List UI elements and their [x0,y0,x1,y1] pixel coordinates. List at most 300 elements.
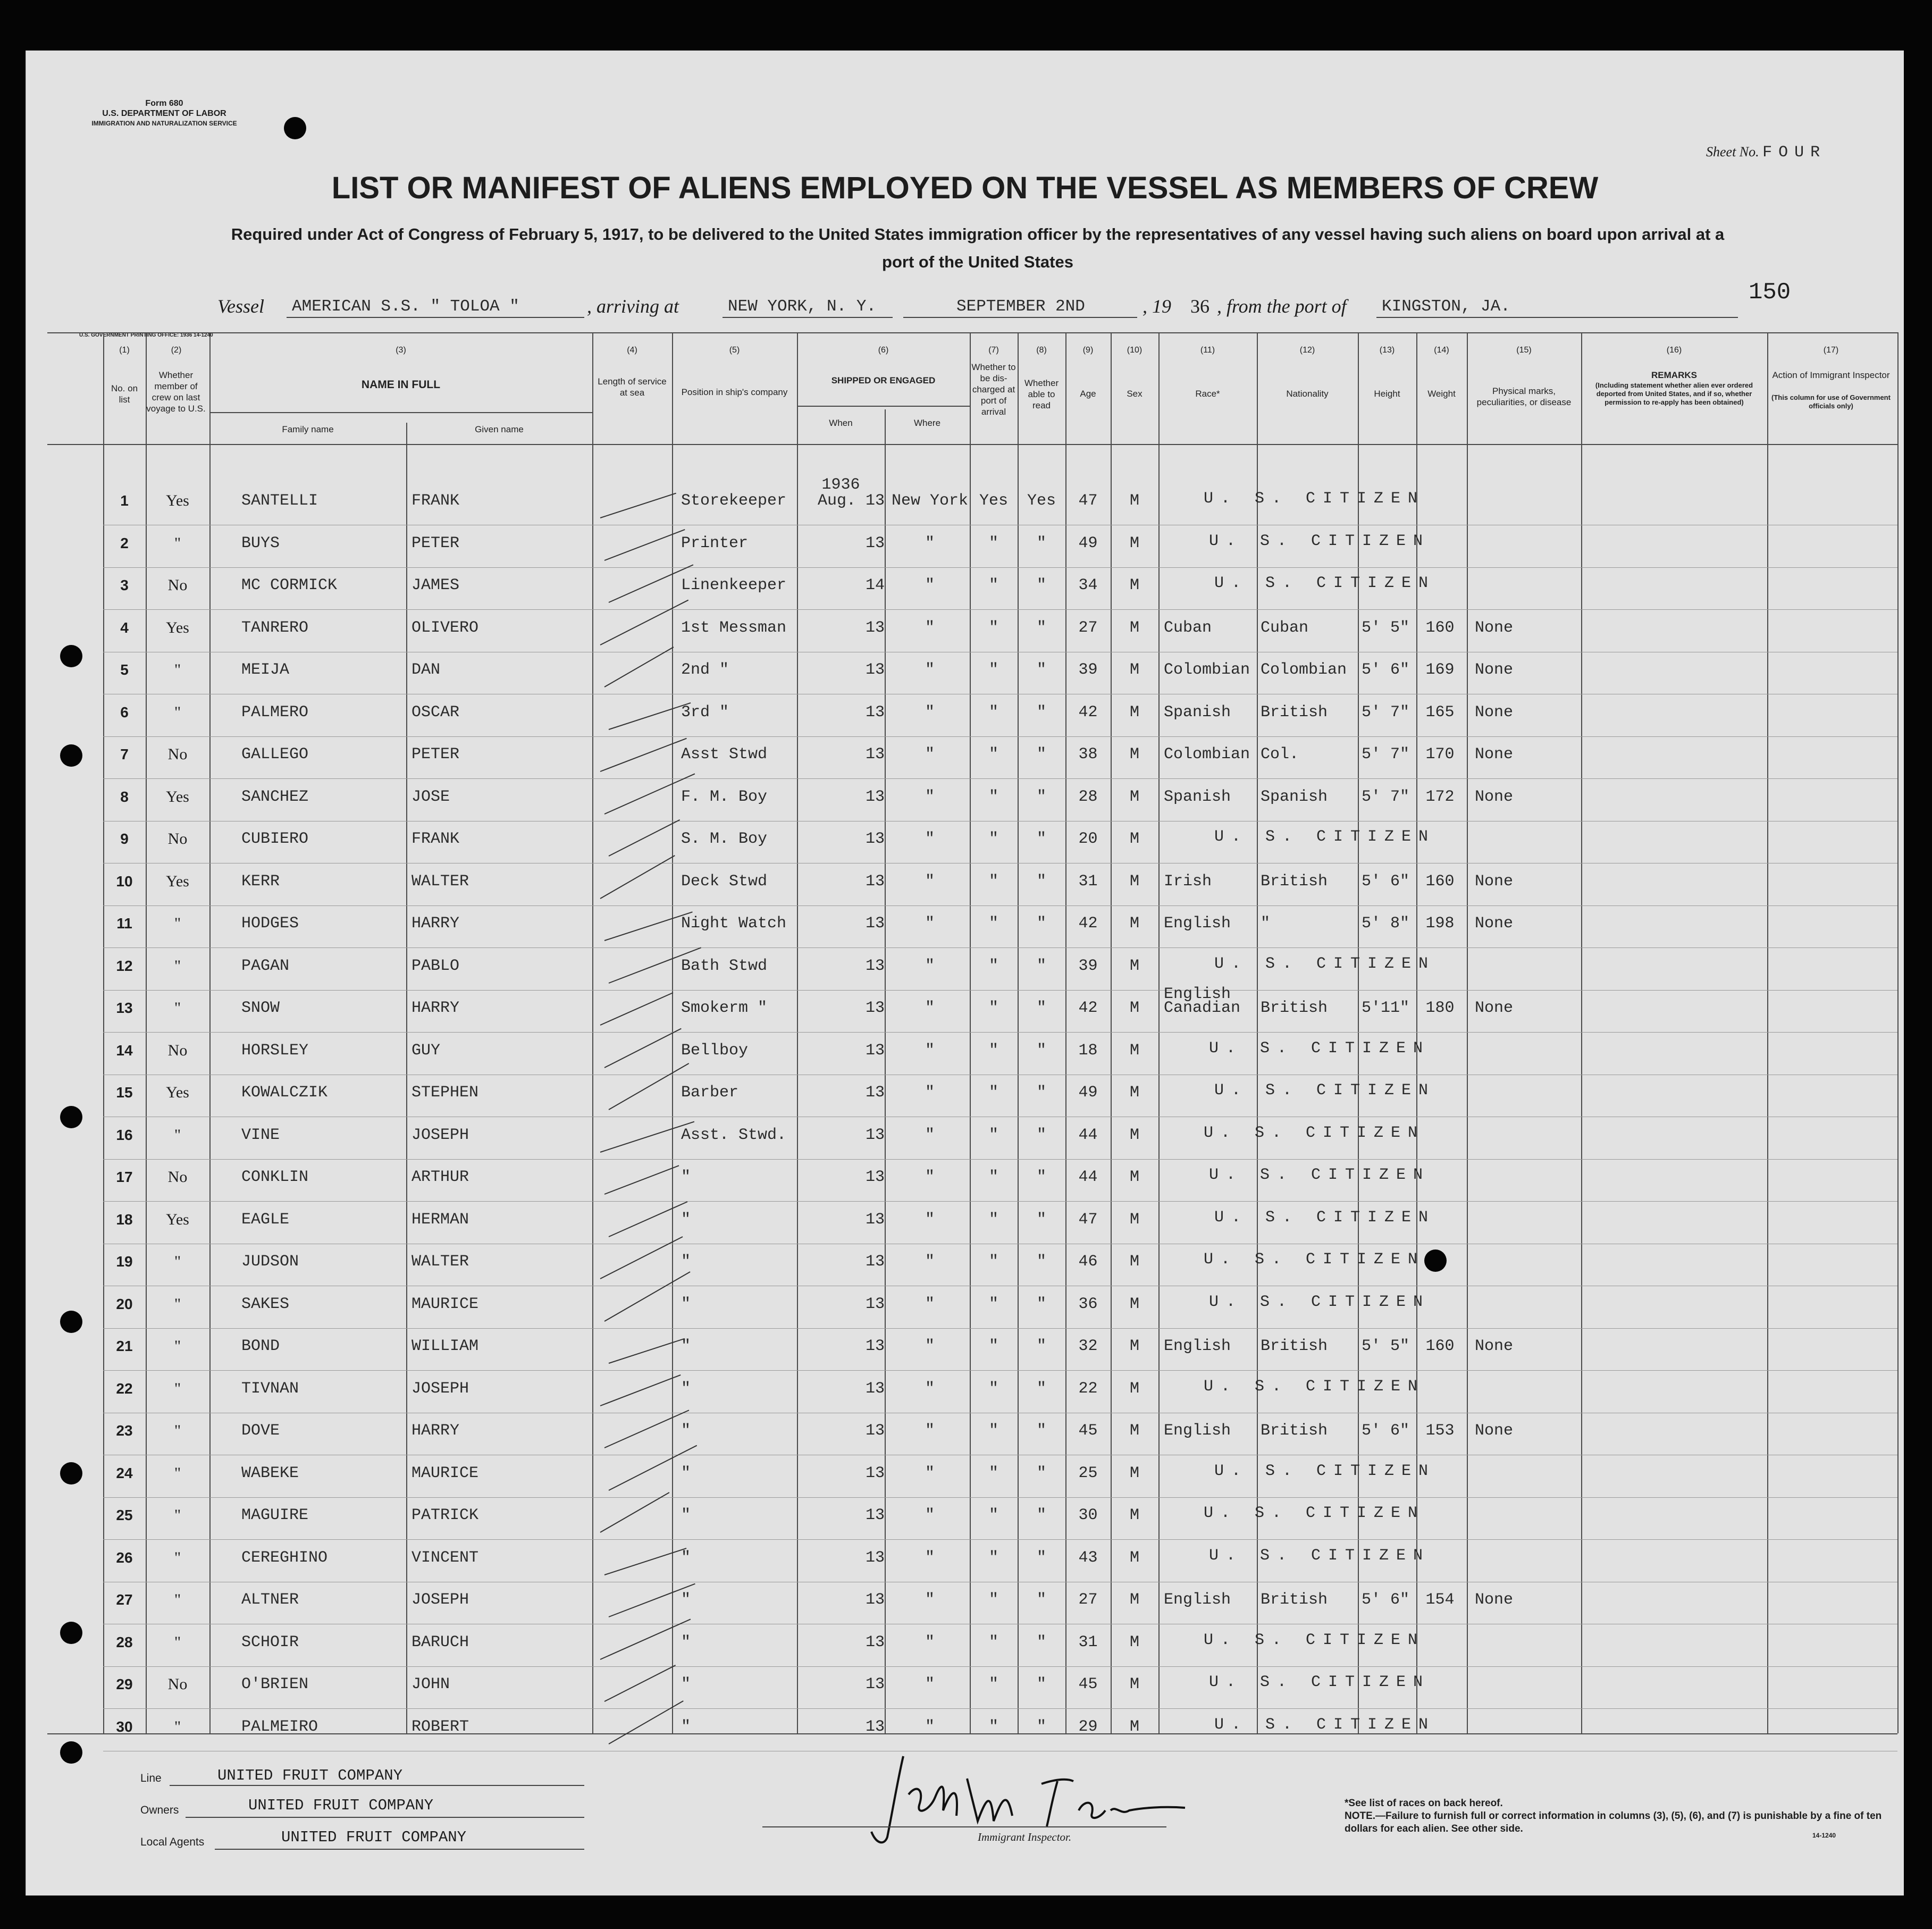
cell-no: 7 [120,746,129,762]
cell-no: 24 [116,1464,133,1481]
cell-sex: M [1129,1591,1139,1609]
cell-where: " [925,745,935,764]
cell-discharged: " [988,576,998,594]
cell-weight: 180 [1425,999,1455,1017]
cell-given: HARRY [411,915,460,933]
cell-no: 1 [120,492,129,509]
cell-sex: M [1129,1041,1139,1060]
table-row-rule [209,412,592,413]
cell-us-citizen: U. S. CITIZEN [1214,574,1436,592]
service-check-mark [600,1492,670,1533]
col-header-position: Position in ship's company [681,387,788,397]
col-header-when: When [829,418,853,428]
col11-number: (11) [1200,346,1215,355]
cell-age: 32 [1078,1337,1098,1355]
col-header-name: NAME IN FULL [361,379,441,391]
cell-given: DAN [411,661,441,679]
cell-where: " [925,1717,935,1736]
cell-discharged: " [988,1717,998,1736]
cell-discharged: " [988,1548,998,1567]
cell-race: Cuban [1164,618,1212,637]
cell-position: " [681,1295,691,1313]
col-header-sex: Sex [1127,389,1143,399]
cell-position: Printer [681,534,749,552]
cell-read: " [1036,661,1046,679]
cell-read: " [1036,1591,1046,1609]
cell-discharged: " [988,1464,998,1482]
cell-family: JUDSON [241,1253,299,1271]
cell-marks: None [1475,999,1514,1017]
cell-sex: M [1129,1717,1139,1736]
cell-no: 13 [116,1000,133,1016]
cell-sex: M [1129,534,1139,552]
cell-no: 28 [116,1633,133,1650]
cell-sex: M [1129,576,1139,594]
cell-position: " [681,1633,691,1651]
local-agents-label: Local Agents [140,1836,205,1848]
cell-prev: Yes [166,872,189,890]
cell-prev: " [174,703,181,721]
col-header-given-name: Given name [475,424,524,434]
year-value: 36 [1190,296,1209,317]
cell-read: " [1036,915,1046,933]
cell-given: JOSE [411,787,450,806]
cell-position: Asst. Stwd. [681,1126,787,1144]
cell-age: 25 [1078,1464,1098,1482]
cell-read: " [1036,999,1046,1017]
cell-family: SANTELLI [241,492,318,510]
cell-nationality: Cuban [1261,618,1309,637]
col7-number: (7) [988,346,999,355]
cell-sex: M [1129,661,1139,679]
cell-age: 27 [1078,1591,1098,1609]
cell-us-citizen: U. S. CITIZEN [1214,1081,1436,1100]
cell-given: JOSEPH [411,1591,469,1609]
cell-where: " [925,957,935,975]
form-number: Form 680 [145,99,183,108]
col5-number: (5) [729,346,740,355]
cell-when: 13 [865,1253,885,1271]
cell-race: English [1164,1591,1231,1609]
service-check-mark [600,493,676,518]
cell-discharged: " [988,957,998,975]
cell-us-citizen: U. S. CITIZEN [1214,1462,1436,1480]
service-check-mark [609,702,691,729]
cell-given: WALTER [411,872,469,891]
col14-number: (14) [1434,346,1449,355]
cell-position: " [681,1253,691,1271]
cell-sex: M [1129,1675,1139,1693]
cell-given: HARRY [411,999,460,1017]
cell-nationality: British [1261,872,1328,891]
line-label: Line [140,1772,162,1784]
cell-sex: M [1129,1337,1139,1355]
cell-sex: M [1129,1422,1139,1440]
service-check-mark [600,1121,695,1152]
cell-us-citizen: U. S. CITIZEN [1214,954,1436,973]
cell-marks: None [1475,872,1514,891]
cell-weight: 198 [1425,915,1455,933]
cell-when: 13 [865,1633,885,1651]
cell-age: 27 [1078,618,1098,637]
cell-prev: " [174,1548,181,1566]
cell-sex: M [1129,872,1139,891]
cell-height: 5' 8" [1362,915,1410,933]
cell-position: 1st Messman [681,618,787,637]
punch-hole [60,744,82,767]
col-header-nationality: Nationality [1286,389,1329,399]
arriving-value: NEW YORK, N. Y. [728,297,877,316]
cell-position: 3rd " [681,703,729,722]
subtitle-line-1: Required under Act of Congress of February 5, 1917, to be delivered to the United States immigration officer by the representatives of any vessel having such aliens on board upon arrival at a [231,225,1725,244]
cell-when: 13 [865,787,885,806]
cell-family: CONKLIN [241,1168,309,1186]
shipped-year: 1936 [821,476,860,494]
table-column-rule [592,332,593,1733]
cell-when: 13 [865,1717,885,1736]
cell-prev: No [167,745,188,763]
cell-discharged: " [988,1041,998,1060]
cell-when: 13 [865,1210,885,1229]
service-check-mark [609,1201,688,1237]
cell-prev: Yes [166,787,189,806]
cell-age: 47 [1078,492,1098,510]
cell-discharged: " [988,661,998,679]
cell-age: 45 [1078,1675,1098,1693]
cell-prev: " [174,1464,181,1482]
cell-where: " [925,1675,935,1693]
cell-where: " [925,1633,935,1651]
cell-when: 13 [865,1506,885,1524]
cell-discharged: " [988,1633,998,1651]
cell-no: 10 [116,873,133,890]
cell-age: 39 [1078,661,1098,679]
row-rule [103,609,1897,610]
cell-given: FRANK [411,830,460,848]
cell-us-citizen: U. S. CITIZEN [1209,532,1431,550]
cell-discharged: " [988,1210,998,1229]
cell-where: " [925,1337,935,1355]
cell-given: OSCAR [411,703,460,722]
arriving-label: , arriving at [587,296,679,317]
col2-number: (2) [171,346,182,355]
cell-read: " [1036,576,1046,594]
cell-where: " [925,576,935,594]
cell-position: " [681,1379,691,1398]
cell-when: 14 [865,576,885,594]
table-row-rule [47,444,1897,445]
cell-where: " [925,1126,935,1144]
cell-where: " [925,915,935,933]
cell-where: " [925,1041,935,1060]
cell-given: FRANK [411,492,460,510]
cell-no: 20 [116,1295,133,1312]
cell-age: 31 [1078,872,1098,891]
cell-when: 13 [865,957,885,975]
cell-nationality: British [1261,1591,1328,1609]
table-column-rule [1581,332,1582,1733]
cell-discharged: " [988,1675,998,1693]
cell-discharged: " [988,703,998,722]
service-check-mark [600,855,675,899]
cell-when: 13 [865,830,885,848]
service-check-mark [600,1618,691,1659]
cell-read: " [1036,872,1046,891]
cell-race: English [1164,915,1231,933]
service-check-mark [604,1271,691,1322]
col10-number: (10) [1127,346,1143,355]
cell-sex: M [1129,1126,1139,1144]
cell-discharged: " [988,745,998,764]
cell-read: " [1036,1168,1046,1186]
cell-discharged: " [988,830,998,848]
cell-position: " [681,1422,691,1440]
cell-family: SAKES [241,1295,290,1313]
cell-marks: None [1475,1337,1514,1355]
cell-age: 39 [1078,957,1098,975]
cell-where: " [925,1548,935,1567]
cell-race: English [1164,1422,1231,1440]
cell-no: 6 [120,703,129,720]
cell-where: " [925,1168,935,1186]
cell-read: " [1036,1379,1046,1398]
cell-family: BOND [241,1337,280,1355]
cell-when: 13 [865,1464,885,1482]
cell-height: 5' 7" [1362,787,1410,806]
cell-prev: Yes [166,492,189,509]
service-check-mark [604,1028,682,1068]
cell-no: 16 [116,1126,133,1143]
cell-height: 5' 5" [1362,618,1410,637]
cell-us-citizen: U. S. CITIZEN [1214,828,1436,846]
cell-when: 13 [865,1422,885,1440]
service-check-mark [604,1665,676,1702]
service-check-mark [600,738,687,772]
cell-given: PETER [411,534,460,552]
cell-given: JOHN [411,1675,450,1693]
col-header-inspector-note: (This column for use of Government officials only) [1771,393,1891,410]
cell-no: 26 [116,1549,133,1566]
row-rule [103,1666,1897,1667]
service-check-mark [600,992,674,1026]
col4-number: (4) [627,346,637,355]
cell-when: 13 [865,745,885,764]
col-header-physical-marks: Physical marks, peculiarities, or disease [1476,386,1572,407]
cell-prev: No [167,576,188,594]
service-check-mark [609,1338,685,1364]
cell-no: 11 [116,915,132,932]
cell-when: 13 [865,1548,885,1567]
cell-family: HODGES [241,915,299,933]
cell-race: Spanish [1164,787,1231,806]
cell-sex: M [1129,1464,1139,1482]
col-header-remarks-note: (Including statement whether alien ever ordered deported from United States, and if so, whether permission to re-apply has been obtained) [1595,381,1753,406]
sheet-number-label: Sheet No. [1706,144,1759,160]
cell-read: " [1036,957,1046,975]
cell-age: 43 [1078,1548,1098,1567]
cell-given: BARUCH [411,1633,469,1651]
col8-number: (8) [1036,346,1047,355]
cell-family: DOVE [241,1422,280,1440]
cell-age: 42 [1078,999,1098,1017]
cell-race-annotation: English [1164,985,1231,1003]
cell-read: " [1036,1633,1046,1651]
col-header-race: Race* [1195,389,1220,399]
col3-number: (3) [396,346,406,355]
cell-prev: " [174,915,181,932]
cell-weight: 160 [1425,1337,1455,1355]
cell-discharged: " [988,1126,998,1144]
cell-family: TANRERO [241,618,309,637]
cell-no: 9 [120,831,129,847]
cell-read: " [1036,1506,1046,1524]
cell-position: " [681,1591,691,1609]
cell-age: 46 [1078,1253,1098,1271]
cell-read: " [1036,1126,1046,1144]
cell-position: Deck Stwd [681,872,768,891]
cell-position: " [681,1675,691,1693]
cell-where: " [925,1210,935,1229]
col-header-remarks: REMARKS [1651,370,1697,380]
vessel-value: AMERICAN S.S. " TOLOA " [292,297,519,316]
cell-age: 34 [1078,576,1098,594]
cell-given: MAURICE [411,1464,479,1482]
col16-number: (16) [1666,346,1682,355]
cell-age: 44 [1078,1168,1098,1186]
cell-where: " [925,1506,935,1524]
cell-nationality: British [1261,1337,1328,1355]
col9-number: (9) [1082,346,1094,355]
cell-where: " [925,1422,935,1440]
cell-us-citizen: U. S. CITIZEN [1209,1293,1431,1311]
cell-nationality: " [1261,915,1271,933]
col-header-inspector-action: Action of Immigrant Inspector [1772,370,1890,380]
cell-given: VINCENT [411,1548,479,1567]
cell-weight: 153 [1425,1422,1455,1440]
cell-us-citizen: U. S. CITIZEN [1214,1715,1436,1734]
cell-marks: None [1475,1422,1514,1440]
cell-read: " [1036,1717,1046,1736]
row-rule [103,1708,1897,1709]
cell-us-citizen: U. S. CITIZEN [1214,1208,1436,1227]
sheet-number-value: FOUR [1762,144,1827,162]
cell-prev: " [174,534,181,552]
cell-position: " [681,1337,691,1355]
punch-hole [60,1741,82,1764]
cell-sex: M [1129,618,1139,637]
row-rule [103,1328,1897,1329]
cell-height: 5'11" [1362,999,1410,1017]
cell-given: PETER [411,745,460,764]
cell-family: BUYS [241,534,280,552]
cell-where: " [925,1253,935,1271]
cell-age: 49 [1078,1084,1098,1102]
table-column-rule [1158,332,1160,1733]
cell-prev: Yes [166,1210,189,1228]
cell-position: " [681,1548,691,1567]
col-header-no: No. on list [111,383,138,405]
cell-read: " [1036,830,1046,848]
inspector-label: Immigrant Inspector. [978,1831,1072,1843]
punch-hole [60,1106,82,1128]
col-header-weight: Weight [1427,389,1456,399]
cell-race: English [1164,1337,1231,1355]
footnote-races: *See list of races on back hereof. [1345,1798,1503,1809]
cell-sex: M [1129,1379,1139,1398]
cell-position: Smokerm " [681,999,768,1017]
col-header-height: Height [1374,389,1400,399]
cell-read: " [1036,1041,1046,1060]
col-header-family-name: Family name [282,424,334,434]
cell-discharged: " [988,1253,998,1271]
cell-position: " [681,1717,691,1736]
cell-age: 38 [1078,745,1098,764]
cell-discharged: " [988,1506,998,1524]
cell-us-citizen: U. S. CITIZEN [1204,1123,1425,1142]
cell-marks: None [1475,915,1514,933]
cell-when: 13 [865,703,885,722]
cell-no: 17 [116,1169,133,1185]
cell-position: Asst Stwd [681,745,768,764]
cell-discharged: " [988,787,998,806]
line-value: UNITED FRUIT COMPANY [217,1767,403,1784]
cell-us-citizen: U. S. CITIZEN [1209,1039,1431,1058]
col13-number: (13) [1379,346,1395,355]
cell-no: 29 [116,1676,133,1692]
cell-age: 22 [1078,1379,1098,1398]
cell-discharged: " [988,1591,998,1609]
service-check-mark [604,1165,679,1195]
row-rule [103,1370,1897,1371]
cell-age: 28 [1078,787,1098,806]
cell-weight: 160 [1425,872,1455,891]
col-header-shipped: SHIPPED OR ENGAGED [831,375,936,385]
cell-where: " [925,1591,935,1609]
cell-when: 13 [865,1379,885,1398]
cell-given: MAURICE [411,1295,479,1313]
cell-family: HORSLEY [241,1041,309,1060]
cell-when: 13 [865,1295,885,1313]
footnote [1345,1797,1903,1835]
cell-sex: M [1129,1506,1139,1524]
cell-where: " [925,1464,935,1482]
row-rule [103,1201,1897,1202]
cell-prev: No [167,1675,188,1693]
cell-position: 2nd " [681,661,729,679]
cell-us-citizen: U. S. CITIZEN [1204,1251,1425,1269]
cell-age: 30 [1078,1506,1098,1524]
cell-when: 13 [865,1337,885,1355]
cell-where: " [925,787,935,806]
cell-marks: None [1475,703,1514,722]
service-check-mark [604,1547,687,1575]
col-header-discharged: Whether to be dis- charged at port of arrival [971,362,1016,417]
cell-sex: M [1129,957,1139,975]
col-header-prev-voyage: Whether member of crew on last voyage to U.S. [146,370,206,414]
cell-discharged: " [988,999,998,1017]
cell-age: 45 [1078,1422,1098,1440]
cell-sex: M [1129,703,1139,722]
cell-marks: None [1475,661,1514,679]
cell-given: GUY [411,1041,441,1060]
cell-prev: No [167,830,188,848]
cell-sex: M [1129,1548,1139,1567]
cell-discharged: " [988,618,998,637]
cell-position: Bath Stwd [681,957,768,975]
table-column-rule [209,332,211,1733]
cell-family: PAGAN [241,957,290,975]
cell-discharged: " [988,1379,998,1398]
